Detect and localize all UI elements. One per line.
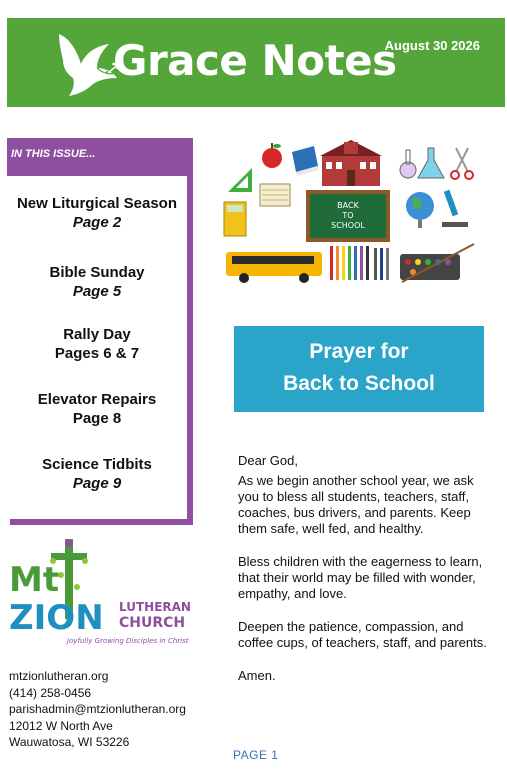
prayer-text xyxy=(238,453,488,701)
toc-item-page: Page 8 xyxy=(72,410,122,427)
prayer-heading xyxy=(234,326,484,412)
scissors-icon xyxy=(451,148,473,179)
toc-side-rule xyxy=(187,176,193,520)
book-icon xyxy=(292,146,319,176)
colored-pencils-icon xyxy=(330,246,389,280)
prayer-paragraph-3: Deepen the patience, compassion, and coffee cups, of teachers, staff, and parents. xyxy=(238,619,487,650)
prayer-paragraph-1: As we begin another school year, we ask you to bless all students, teachers, staff, coaches, bus drivers, and parents. Keep them safe, well fed, and healthy. xyxy=(238,473,474,536)
toc-item-page: Page 9 xyxy=(72,475,122,492)
microscope-icon xyxy=(442,190,468,227)
phone-number: (414) 258-0456 xyxy=(9,685,92,700)
logo-mt: Mt xyxy=(9,560,60,600)
toc-item-page: Page 5 xyxy=(72,283,122,300)
city-state-zip: Wauwatosa, WI 53226 xyxy=(9,735,130,749)
chalkboard-line-2: TO xyxy=(342,211,354,220)
chalkboard-line-3: SCHOOL xyxy=(331,221,365,230)
toc-item-page: Pages 6 & 7 xyxy=(54,345,140,362)
notebook-icon xyxy=(260,184,290,206)
school-bus-icon xyxy=(226,252,322,283)
mt-zion-logo xyxy=(7,535,207,655)
toc-heading: IN THIS ISSUE... xyxy=(7,138,193,176)
toc-item-title: Rally Day xyxy=(63,326,131,343)
logo-lutheran: LUTHERAN xyxy=(119,600,191,614)
dove-icon xyxy=(51,24,121,102)
toc-bottom-rule xyxy=(10,519,193,525)
masthead-banner xyxy=(7,18,505,107)
paint-palette-icon xyxy=(400,244,474,282)
toc-item-rally-day[interactable] xyxy=(7,325,187,363)
globe-icon xyxy=(406,192,434,228)
prayer-closing: Amen. xyxy=(238,668,276,683)
toc-item-bible-sunday[interactable] xyxy=(7,263,187,301)
logo-church: CHURCH xyxy=(119,615,186,631)
toc-item-title: Science Tidbits xyxy=(42,456,152,473)
back-to-school-illustration xyxy=(222,138,482,288)
toc-item-elevator-repairs[interactable] xyxy=(7,390,187,428)
apple-icon xyxy=(262,143,282,168)
newsletter-title: Grace Notes xyxy=(113,36,397,85)
in-this-issue-panel xyxy=(7,138,193,526)
prayer-greeting: Dear God, xyxy=(238,453,298,468)
flask-icon xyxy=(400,148,444,178)
toc-item-title: New Liturgical Season xyxy=(16,195,178,212)
prayer-heading-line-2: Back to School xyxy=(283,372,435,395)
email-link[interactable]: parishadmin@mtzionlutheran.org xyxy=(9,702,186,716)
chalkboard xyxy=(306,190,390,242)
toc-item-liturgical-season[interactable] xyxy=(7,194,187,232)
calculator-icon xyxy=(224,202,246,236)
prayer-paragraph-2: Bless children with the eagerness to learn, that their world may be filled with wonder, empathy, and love. xyxy=(238,554,483,601)
issue-date: August 30 2026 xyxy=(384,38,480,53)
logo-tagline: Joyfully Growing Disciples in Christ xyxy=(67,637,189,645)
set-square-icon xyxy=(228,168,252,192)
toc-item-title: Bible Sunday xyxy=(49,264,145,281)
toc-item-page: Page 2 xyxy=(72,214,122,231)
schoolhouse-icon xyxy=(320,140,382,186)
logo-zion: ZION xyxy=(9,598,104,638)
contact-info xyxy=(9,668,186,751)
prayer-heading-line-1: Prayer for xyxy=(309,340,409,363)
toc-item-title: Elevator Repairs xyxy=(37,391,157,408)
street-address: 12012 W North Ave xyxy=(9,718,113,733)
website-link[interactable]: mtzionlutheran.org xyxy=(9,669,109,683)
page-number: PAGE 1 xyxy=(233,748,279,762)
toc-item-science-tidbits[interactable] xyxy=(7,455,187,493)
chalkboard-line-1: BACK xyxy=(337,201,359,210)
